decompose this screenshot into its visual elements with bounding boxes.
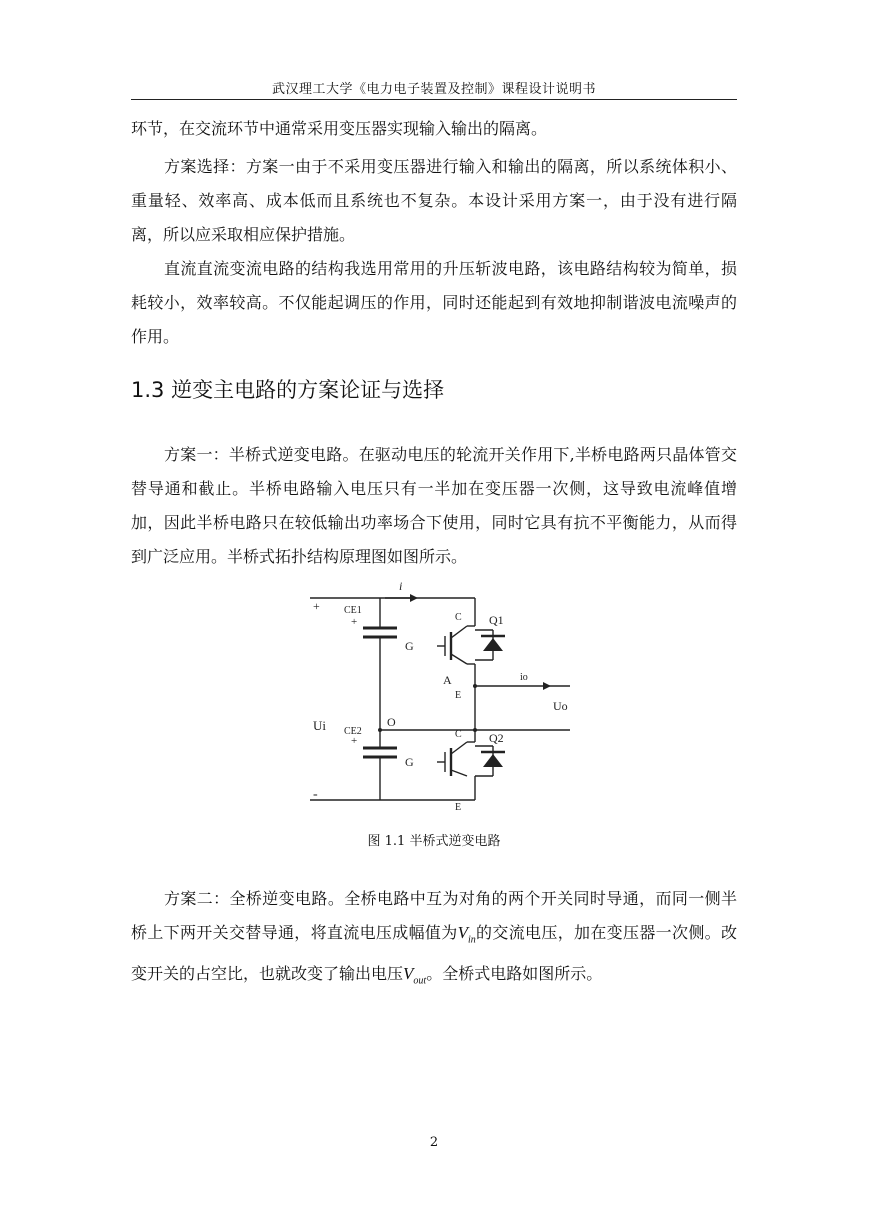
paragraph-5-part-2: 的交流电压，加在变压器一次侧。改变开关的占空比，也就改变了输出电压 [131,923,737,984]
output-current-label: io [520,672,528,683]
node-a-label: A [443,673,452,687]
paragraph-4: 方案一：半桥式逆变电路。在驱动电压的轮流开关作用下,半桥电路两只晶体管交替导通和截止。半桥电路输入电压只有一半加在变压器一次侧，这导致电流峰值增加，因此半桥电路只在较低输出功率场合下使用，同时它具有抗不平衡能力，从而得到广泛应用。半桥式拓扑结构原理图如图所示。 [131,445,737,566]
vin-symbol [457,923,476,946]
collector-1-label: C [455,612,462,623]
half-bridge-circuit-diagram [305,580,580,815]
half-bridge-circuit-figure [305,580,580,815]
emitter-1-label: E [455,690,462,701]
input-voltage-label: Ui [313,718,326,733]
q2-label: Q2 [489,731,504,745]
node-o-label: O [387,715,396,729]
paragraph-5-part-3: 。全桥式电路如图所示。 [426,964,603,984]
ce1-label: CE1 [344,605,362,616]
page-number: 2 [429,1135,439,1150]
ce2-label: CE2 [344,726,362,737]
ce1-plus-label: + [351,616,358,628]
collector-2-label: C [455,729,462,740]
paragraph-5 [131,882,737,999]
vin-base: V [457,923,468,942]
plus-terminal-label: + [313,599,320,613]
header-rule [131,99,737,100]
vout-base: V [403,964,414,984]
gate-2-label: G [405,755,414,769]
current-i-label: i [399,580,403,593]
minus-terminal-label: - [313,787,318,802]
section-heading: 1.3 逆变主电路的方案论证与选择 [131,378,445,402]
output-voltage-label: Uo [553,699,568,713]
gate-1-label: G [405,639,414,653]
q1-label: Q1 [489,613,504,627]
vin-subscript: in [467,934,476,946]
vout-symbol [403,964,427,987]
vout-subscript: out [413,975,427,987]
paragraph-1: 环节，在交流环节中通常采用变压器实现输入输出的隔离。 [131,119,548,138]
figure-caption: 图 1.1 半桥式逆变电路 [367,834,501,849]
emitter-2-label: E [455,802,462,813]
ce2-plus-label: + [351,735,358,747]
paragraph-2: 方案选择：方案一由于不采用变压器进行输入和输出的隔离，所以系统体积小、重量轻、效率高、成本低而且系统也不复杂。本设计采用方案一，由于没有进行隔离，所以应采取相应保护措施。 [131,157,737,244]
paragraph-3: 直流直流变流电路的结构我选用常用的升压斩波电路，该电路结构较为简单，损耗较小，效率较高。不仅能起调压的作用，同时还能起到有效地抑制谐波电流噪声的作用。 [131,259,737,346]
page-header: 武汉理工大学《电力电子装置及控制》课程设计说明书 [271,82,596,97]
paragraph-5-part-1: 方案二：全桥逆变电路。全桥电路中互为对角的两个开关同时导通，而同一侧半桥上下两开关交替导通，将直流电压成幅值为 [131,889,737,942]
